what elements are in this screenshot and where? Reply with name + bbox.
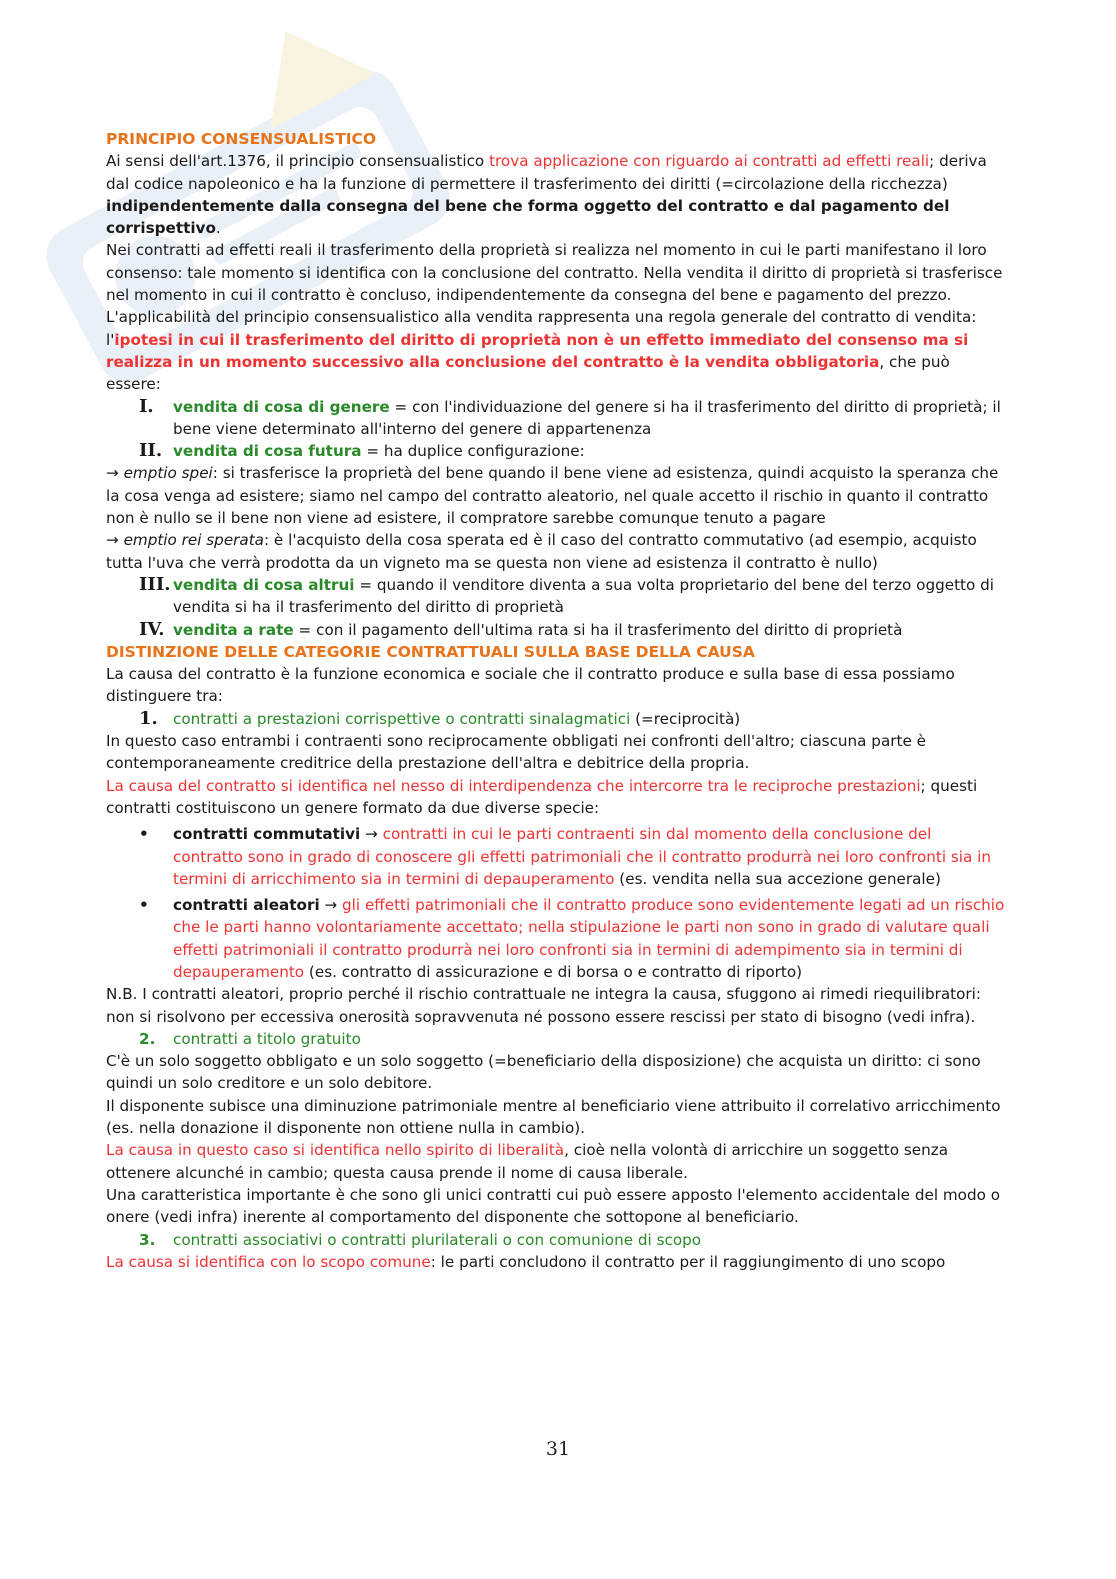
paragraph [106, 150, 1006, 239]
list-number: 3. [139, 1230, 156, 1249]
text: (es. vendita nella sua accezione generale) [614, 869, 941, 888]
paragraph: La causa del contratto è la funzione economica e sociale che il contratto produce e sulla base di essa possiamo distinguere tra: [106, 665, 955, 706]
arrow: → [106, 464, 124, 483]
list-number: IV. [139, 618, 165, 640]
bullet: • [139, 825, 149, 844]
paragraph [106, 1139, 1006, 1184]
arrow: → [319, 896, 343, 915]
highlight-text: ipotesi in cui il trasferimento del diritto di proprietà non è un effetto immediato del consenso ma si realizza in un momento successivo alla conclusione del contratto è la vendita obbligatoria [106, 330, 969, 371]
paragraph [106, 306, 1006, 395]
document-body [106, 128, 1006, 1273]
text: : si trasferisce la proprietà del bene quando il bene viene ad esistenza, quindi acquisto la speranza che la cosa venga ad esistere; siamo nel campo del contratto aleatorio, nel quale accetto il rischio in quanto il contratto non è nullo se il bene non viene ad esistere, il compratore sarebbe comunque tenuto a pagare [106, 464, 999, 528]
list-item [106, 1028, 1006, 1050]
text: ; questi contratti costituiscono un genere formato da due diverse specie: [106, 776, 978, 817]
arrow: → [360, 825, 383, 844]
paragraph [106, 1251, 1006, 1273]
list-title: contratti a prestazioni corrispettive o contratti sinalagmatici [173, 709, 631, 728]
highlight-text: La causa in questo caso si identifica nello spirito di liberalità [106, 1141, 565, 1160]
list-number: 2. [139, 1029, 156, 1048]
list-item [106, 619, 1006, 641]
text: : le parti concludono il contratto per il raggiungimento di uno scopo [430, 1252, 946, 1271]
text: (=reciprocità) [630, 709, 741, 728]
list-term: vendita di cosa di genere [173, 397, 390, 416]
list-text: = quando il venditore diventa a sua volta proprietario del bene del terzo oggetto di vendita si ha il trasferimento del diritto di proprietà [173, 575, 994, 617]
list-text: = con il pagamento dell'ultima rata si ha il trasferimento del diritto di proprietà [293, 620, 903, 639]
text: : è l'acquisto della cosa sperata ed è il caso del contratto commutativo (ad esempio, acquisto tutta l'uva che verrà prodotta da un vigneto ma se questa non viene ad esistenza il contratto è nullo) [106, 531, 977, 572]
text: . [215, 219, 221, 238]
list-item [106, 574, 1006, 619]
paragraph [106, 775, 1006, 820]
paragraph [106, 462, 1006, 529]
list-term: vendita di cosa altrui [173, 575, 355, 594]
highlight-text: La causa del contratto si identifica nel nesso di interdipendenza che intercorre tra le reciproche prestazioni [106, 776, 921, 795]
paragraph: Una caratteristica importante è che sono gli unici contratti cui può essere apposto l'elemento accidentale del modo o onere (vedi infra) inerente al comportamento del disponente che sottopone al beneficiario. [106, 1185, 1001, 1227]
paragraph: N.B. I contratti aleatori, proprio perché il rischio contrattuale ne integra la causa, sfuggono ai rimedi riequilibratori: non si risolvono per eccessiva onerosità sopravvenuta né possono essere rescissi per stato di bisogno (vedi infra). [106, 985, 981, 1026]
paragraph: In questo caso entrambi i contraenti sono reciprocamente obbligati nei confronti dell'altro; ciascuna parte è contemporaneamente creditrice della prestazione dell'altra e debitrice della propria. [106, 732, 926, 773]
list-item [106, 1229, 1006, 1251]
text: L'applicabilità del principio consensualistico alla vendita rappresenta una regola generale del contratto di vendita: l' [106, 308, 977, 349]
bullet: • [139, 896, 149, 915]
list-title: contratti associativi o contratti plurilaterali o con comunione di scopo [173, 1230, 702, 1249]
list-number: I. [139, 395, 154, 417]
list-number: III. [139, 573, 171, 595]
text: Ai sensi dell'art.1376, il principio consensualistico [106, 152, 490, 171]
highlight-text: contratti in cui le parti contraenti sin dal momento della conclusione del contratto sono in grado di conoscere gli effetti patrimoniali che il contratto produrrà nei loro confronti sia in termini di arricchimento sia in termini di depauperamento [173, 825, 991, 888]
page-number: 31 [545, 1438, 571, 1460]
bold-term: contratti commutativi [173, 825, 361, 844]
bullet-item [106, 823, 1006, 890]
paragraph: C'è un solo soggetto obbligato e un solo soggetto (=beneficiario della disposizione) che acquista un diritto: ci sono quindi un solo creditore e un solo debitore. [106, 1052, 981, 1093]
text: , cioè nella volontà di arricchire un soggetto senza ottenere alcunché in cambio; questa causa prende il nome di causa liberale. [106, 1141, 949, 1182]
list-term: vendita di cosa futura [173, 442, 362, 461]
text: ; deriva dal codice napoleonico e ha la funzione di permettere il trasferimento dei diritti (=circolazione della ricchezza) [106, 152, 987, 193]
list-number: 1. [139, 707, 158, 729]
paragraph: Nei contratti ad effetti reali il trasferimento della proprietà si realizza nel momento in cui le parti manifestano il loro consenso: tale momento si identifica con la conclusione del contratto. Nella vendita il diritto di proprietà si trasferisce nel momento in cui il contratto è concluso, indipendentemente da consegna del bene e pagamento del prezzo. [106, 241, 1003, 305]
highlight-text: La causa si identifica con lo scopo comune [106, 1252, 431, 1271]
list-item [106, 440, 1006, 462]
list-title: contratti a titolo gratuito [173, 1029, 361, 1048]
list-text: = con l'individuazione del genere si ha il trasferimento del diritto di proprietà; il bene viene determinato all'interno del genere di appartenenza [173, 397, 1001, 438]
bold-text: indipendentemente dalla consegna del bene che forma oggetto del contratto e dal pagamento del corrispettivo [106, 196, 950, 238]
section-heading-categorie: DISTINZIONE DELLE CATEGORIE CONTRATTUALI SULLA BASE DELLA CAUSA [106, 642, 755, 661]
highlight-text: gli effetti patrimoniali che il contratto produce sono evidentemente legati ad un rischio che le parti hanno volontariamente accettato; nella stipulazione le parti non sono in grado di valutare quali effetti patrimoniali il contratto produrrà nei loro confronti sia in termini di adempimento sia in termini di depauperamento [173, 896, 1005, 981]
text: , che può essere: [106, 352, 950, 394]
list-term: vendita a rate [173, 620, 294, 639]
bold-term: contratti aleatori [173, 896, 320, 915]
list-number: II. [139, 440, 163, 462]
highlight-text: trova applicazione con riguardo ai contratti ad effetti reali [489, 152, 930, 171]
italic-term: emptio spei [123, 464, 213, 483]
list-item [106, 396, 1006, 441]
section-heading-consensualistico: PRINCIPIO CONSENSUALISTICO [106, 130, 377, 148]
arrow: → [106, 531, 124, 550]
list-text: = ha duplice configurazione: [361, 442, 585, 461]
list-item [106, 708, 1006, 730]
bullet-item [106, 894, 1006, 983]
text: (es. contratto di assicurazione e di borsa o e contratto di riporto) [304, 962, 803, 981]
paragraph [106, 529, 1006, 574]
paragraph: Il disponente subisce una diminuzione patrimoniale mentre al beneficiario viene attribuito il correlativo arricchimento (es. nella donazione il disponente non ottiene nulla in cambio). [106, 1096, 1001, 1138]
italic-term: emptio rei sperata [123, 531, 264, 550]
